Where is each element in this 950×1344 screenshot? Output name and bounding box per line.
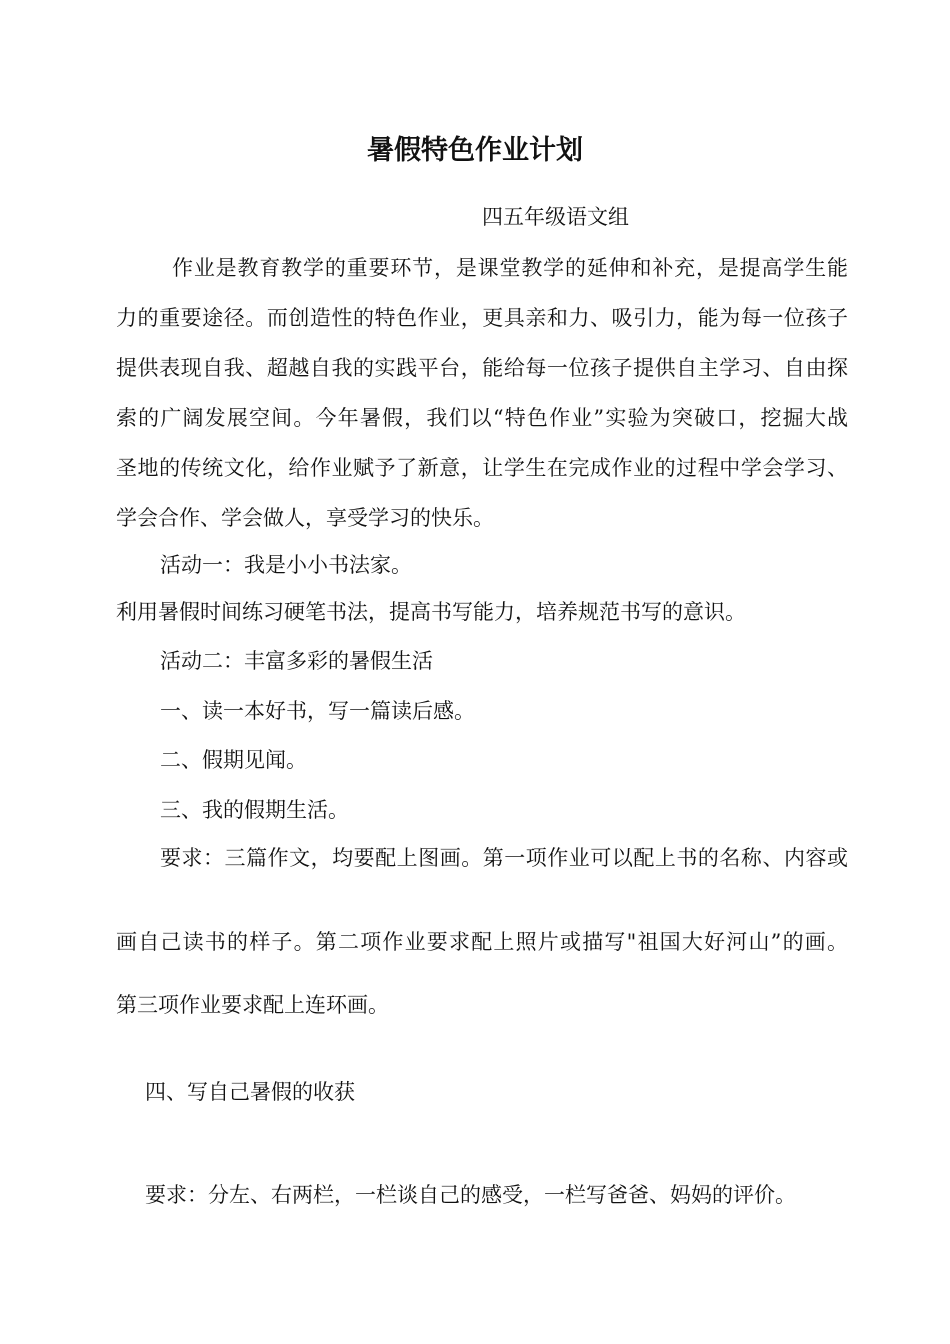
list-item: 二、假期见闻。 bbox=[160, 748, 307, 772]
intro-line: 索的广阔发展空间。今年暑假，我们以“特色作业”实验为突破口，挖掘大战 bbox=[116, 406, 848, 430]
activity1-title: 活动一：我是小小书法家。 bbox=[160, 553, 412, 577]
intro-line: 学会合作、学会做人，享受学习的快乐。 bbox=[116, 506, 494, 530]
activity1-description: 利用暑假时间练习硬笔书法，提高书写能力，培养规范书写的意识。 bbox=[116, 600, 746, 624]
intro-line: 圣地的传统文化，给作业赋予了新意，让学生在完成作业的过程中学会学习、 bbox=[116, 456, 848, 480]
requirement-line: 要求：三篇作文，均要配上图画。第一项作业可以配上书的名称、内容或 bbox=[160, 846, 848, 870]
requirement-line: 第三项作业要求配上连环画。 bbox=[116, 993, 389, 1017]
activity2-title: 活动二：丰富多彩的暑假生活 bbox=[160, 649, 433, 673]
requirement-line: 画自己读书的样子。第二项作业要求配上照片或描写"祖国大好河山”的画。 bbox=[116, 930, 848, 954]
intro-line: 作业是教育教学的重要环节，是课堂教学的延伸和补充，是提高学生能 bbox=[172, 256, 848, 280]
intro-line: 力的重要途径。而创造性的特色作业，更具亲和力、吸引力，能为每一位孩子 bbox=[116, 306, 848, 330]
list-item: 一、读一本好书，写一篇读后感。 bbox=[160, 699, 475, 723]
document-title: 暑假特色作业计划 bbox=[367, 135, 583, 166]
list-item: 三、我的假期生活。 bbox=[160, 798, 349, 822]
requirement-line: 要求：分左、右两栏，一栏谈自己的感受，一栏写爸爸、妈妈的评价。 bbox=[145, 1183, 796, 1207]
document-author: 四五年级语文组 bbox=[482, 205, 629, 229]
intro-line: 提供表现自我、超越自我的实践平台，能给每一位孩子提供自主学习、自由探 bbox=[116, 356, 848, 380]
list-item: 四、写自己暑假的收获 bbox=[145, 1080, 355, 1104]
